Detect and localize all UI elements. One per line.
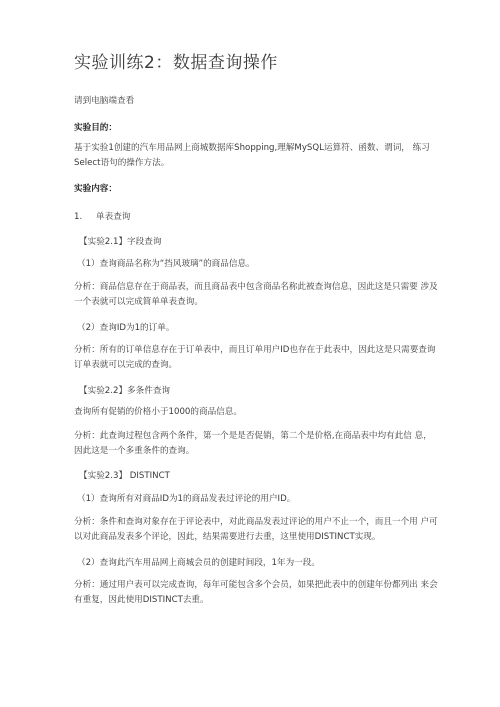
notice-text: 请到电脑端查看 [74, 96, 135, 106]
content-heading: 实验内容： [74, 184, 117, 194]
exp23-question-1: （1）查询所有对商品ID为1的商品发表过评论的用户ID。 [77, 494, 296, 504]
exp21-question-1: （1）查询商品名称为“挡风玻璃”的商品信息。 [77, 259, 255, 269]
exp21-analysis-2: 分析：所有的订单信息存在于订单表中，而且订单用户ID也存在于此表中，因此这是只需要查询订单表就可以完成的查询。 [74, 345, 436, 370]
exp22-heading: 【实验2.2】多条件查询 [79, 386, 171, 396]
section-1-heading [74, 211, 130, 223]
exp21-heading: 【实验2.1】字段查询 [79, 237, 162, 247]
page-title: 实验训练2：数据查询操作 [74, 53, 278, 73]
exp23-question-2: （2）查询此汽车用品网上商城会员的创建时间段，1年为一段。 [77, 558, 320, 568]
section-1-number: 1. [74, 212, 83, 222]
purpose-text: 基于实验1创建的汽车用品网上商城数据库Shopping,理解MySQL运算符、函数、谓词， 练习Select语句的操作方法。 [74, 143, 430, 168]
exp21-analysis-1: 分析：商品信息存在于商品表，而且商品表中包含商品名称此被查询信息，因此这是只需要 涉及一个表就可以完成简单单表查询。 [74, 282, 438, 307]
exp23-heading: 【实验2.3】 DISTINCT [79, 471, 170, 481]
section-1-title: 单表查询 [96, 212, 131, 222]
exp23-analysis-2: 分析：通过用户表可以完成查询，每年可能包含多个会员，如果把此表中的创建年份都列出 来会有重复，因此使用DISTINCT去重。 [74, 580, 438, 605]
exp21-question-2: （2）查询ID为1的订单。 [77, 323, 175, 333]
exp22-question-1: 查询所有促销的价格小于1000的商品信息。 [74, 407, 242, 417]
exp22-analysis-1: 分析：此查询过程包含两个条件，第一个是是否促销，第二个是价格,在商品表中均有此信 息，因此这是一个多重条件的查询。 [74, 431, 432, 456]
purpose-heading: 实验目的： [74, 123, 117, 133]
exp23-analysis-1: 分析：条件和查询对象存在于评论表中，对此商品发表过评论的用户不止一个，而且一个用 户可以对此商品发表多个评论，因此，结果需要进行去重，这里使用DISTINCT实现。 [74, 517, 438, 542]
